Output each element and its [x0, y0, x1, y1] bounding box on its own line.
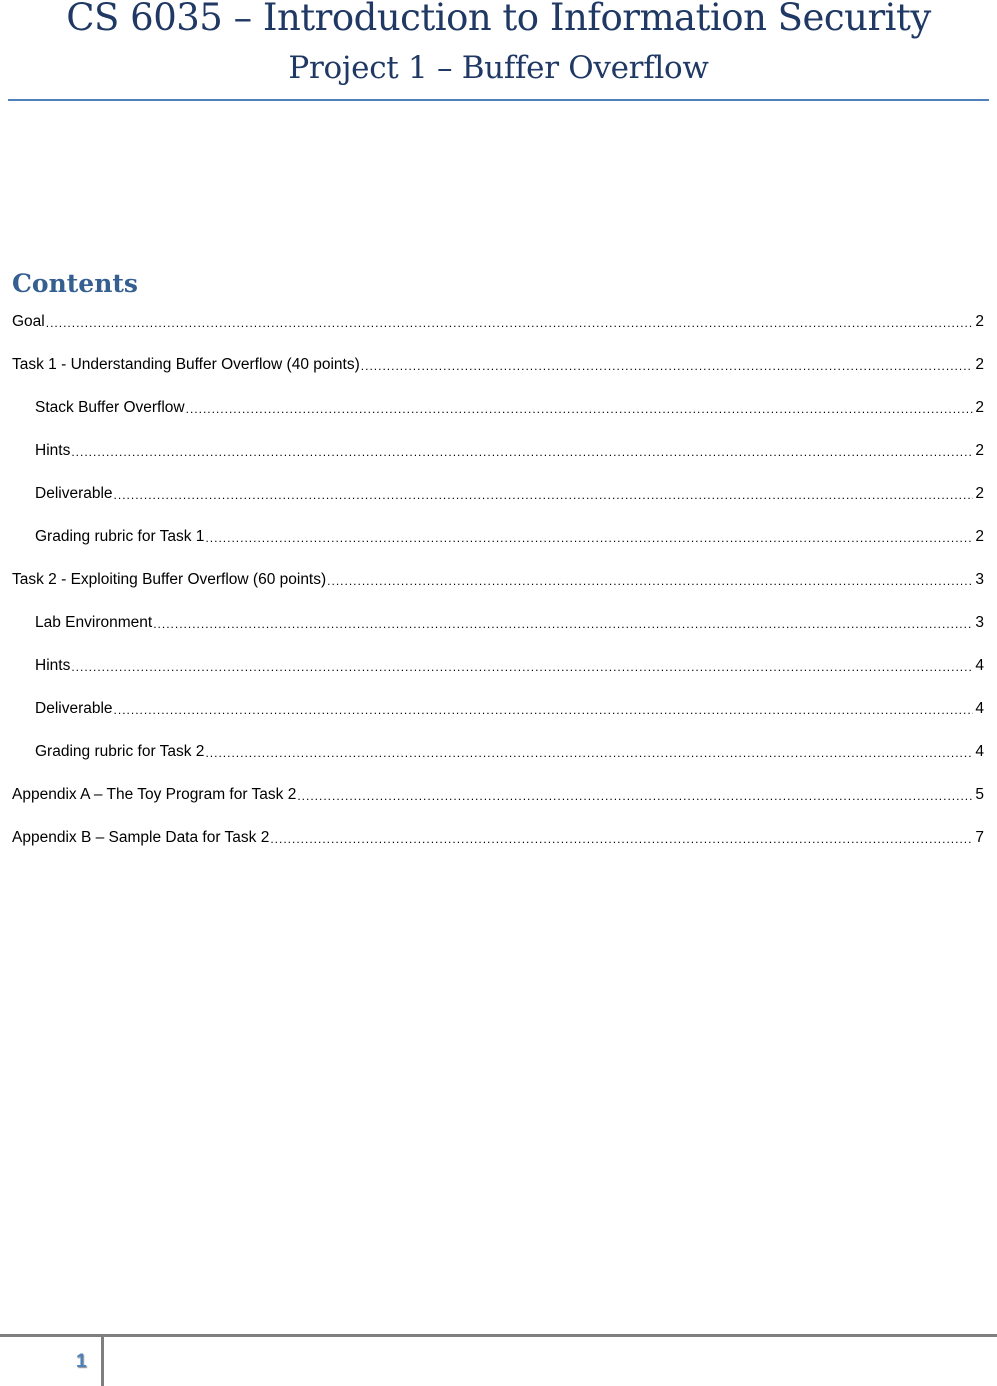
- toc-entry-task1[interactable]: [12, 349, 984, 375]
- toc-dot-leader: [327, 572, 973, 590]
- toc-entry-task1-rubric[interactable]: [35, 521, 984, 547]
- toc-dot-leader: [46, 314, 973, 332]
- toc-entry-title: Lab Environment: [35, 614, 153, 631]
- toc-entry-task1-hints[interactable]: [35, 435, 984, 461]
- toc-entry-title: Deliverable: [35, 700, 113, 717]
- toc-entry-task2-rubric[interactable]: [35, 736, 984, 762]
- toc-entry-page: 2: [975, 399, 984, 416]
- toc-entry-goal[interactable]: [12, 306, 984, 332]
- toc-entry-page: 4: [975, 700, 984, 717]
- toc-entry-title: Goal: [12, 313, 45, 330]
- toc-entry-page: 2: [975, 356, 984, 373]
- toc-entry-title: Task 1 - Understanding Buffer Overflow (40 points): [12, 356, 360, 373]
- toc-entry-lab-environment[interactable]: [35, 607, 984, 633]
- toc-dot-leader: [205, 744, 973, 762]
- toc-entry-page: 3: [975, 614, 984, 631]
- toc-entry-page: 7: [975, 829, 984, 846]
- contents-heading: Contents: [12, 269, 139, 298]
- toc-dot-leader: [114, 701, 973, 719]
- course-title: CS 6035 – Introduction to Information Security: [66, 0, 931, 39]
- toc-entry-page: 4: [975, 743, 984, 760]
- toc-entry-title: Grading rubric for Task 1: [35, 528, 205, 545]
- toc-dot-leader: [71, 443, 973, 461]
- footer-divider: [101, 1334, 104, 1386]
- toc-entry-title: Hints: [35, 657, 71, 674]
- footer-rule: [0, 1334, 997, 1337]
- toc-entry-appendix-a[interactable]: [12, 779, 984, 805]
- toc-entry-title: Deliverable: [35, 485, 113, 502]
- toc-entry-task2[interactable]: [12, 564, 984, 590]
- toc-entry-title: Stack Buffer Overflow: [35, 399, 185, 416]
- toc-dot-leader: [361, 357, 973, 375]
- toc-dot-leader: [153, 615, 973, 633]
- toc-dot-leader: [205, 529, 973, 547]
- toc-entry-title: Grading rubric for Task 2: [35, 743, 205, 760]
- toc-entry-title: Hints: [35, 442, 71, 459]
- page-number: 1: [76, 1351, 87, 1372]
- toc-dot-leader: [71, 658, 973, 676]
- toc-entry-task2-deliverable[interactable]: [35, 693, 984, 719]
- toc-dot-leader: [297, 787, 973, 805]
- toc-entry-page: 2: [975, 485, 984, 502]
- project-title: Project 1 – Buffer Overflow: [288, 50, 709, 86]
- toc-entry-task1-deliverable[interactable]: [35, 478, 984, 504]
- toc-entry-appendix-b[interactable]: [12, 822, 984, 848]
- toc-entry-page: 3: [975, 571, 984, 588]
- toc-entry-page: 2: [975, 313, 984, 330]
- toc-entry-stack-buffer-overflow[interactable]: [35, 392, 984, 418]
- toc-dot-leader: [270, 830, 973, 848]
- toc-entry-title: Task 2 - Exploiting Buffer Overflow (60 points): [12, 571, 327, 588]
- toc-entry-page: 4: [975, 657, 984, 674]
- toc-entry-title: Appendix A – The Toy Program for Task 2: [12, 786, 297, 803]
- toc-entry-page: 2: [975, 528, 984, 545]
- toc-dot-leader: [114, 486, 973, 504]
- toc-entry-page: 5: [975, 786, 984, 803]
- toc-entry-title: Appendix B – Sample Data for Task 2: [12, 829, 270, 846]
- toc-entry-page: 2: [975, 442, 984, 459]
- title-underline: [8, 99, 989, 101]
- toc-entry-task2-hints[interactable]: [35, 650, 984, 676]
- toc-dot-leader: [186, 400, 973, 418]
